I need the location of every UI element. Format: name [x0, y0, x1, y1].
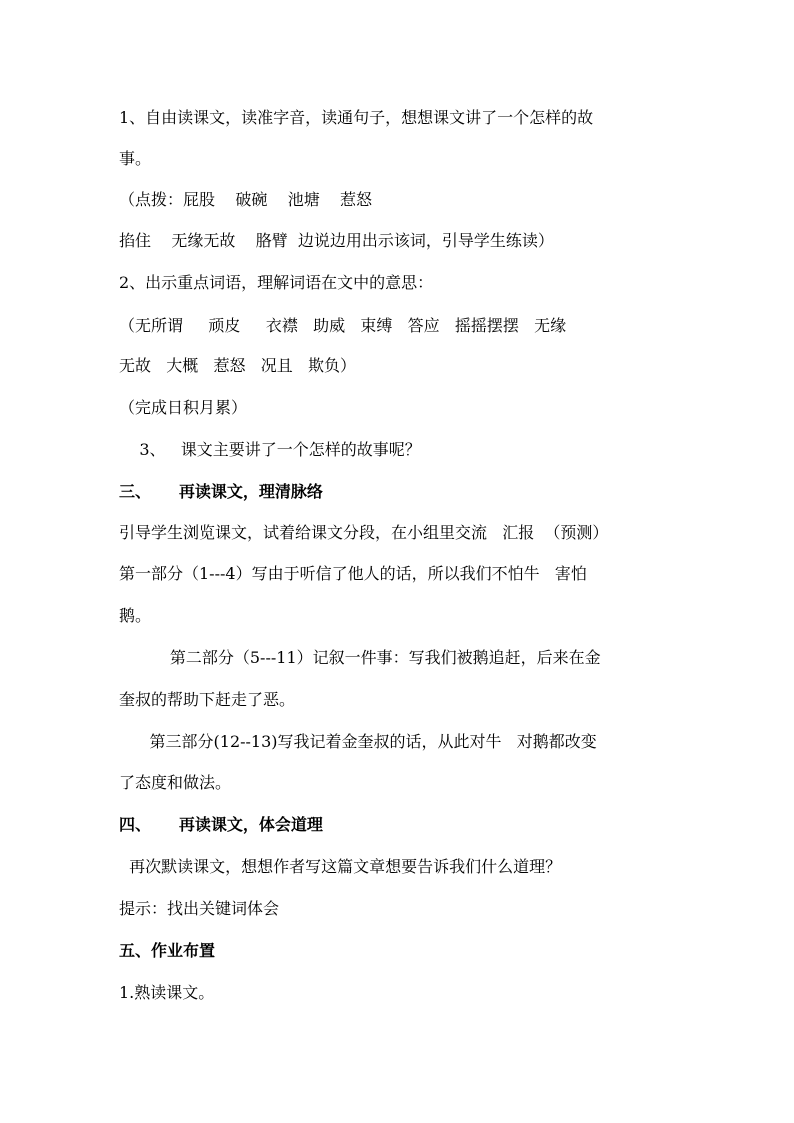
section-heading-4: 四、 再读课文，体会道理	[119, 815, 323, 834]
text-line-20: 提示：找出关键词体会	[119, 899, 280, 918]
text-line-4: 掐住 无缘无故 胳臂 边说边用出示该词，引导学生练读）	[119, 231, 554, 250]
text-line-1: 1、自由读课文，读准字音，读通句子，想想课文讲了一个怎样的故	[119, 108, 594, 127]
text-line-22: 1.熟读课文。	[119, 983, 215, 1002]
text-line-7: 无故 大概 惹怒 况且 欺负）	[119, 356, 357, 375]
text-line-14: 第二部分（5---11）记叙一件事：写我们被鹅追赶，后来在金	[119, 648, 601, 667]
text-line-15: 奎叔的帮助下赶走了恶。	[119, 690, 296, 709]
text-line-3: （点拨：屁股 破碗 池塘 惹怒	[119, 190, 373, 209]
text-line-17: 了态度和做法。	[119, 773, 232, 792]
text-line-13: 鹅。	[119, 606, 152, 625]
text-line-8: （完成日积月累）	[119, 398, 248, 417]
text-line-11: 引导学生浏览课文，试着给课文分段，在小组里交流 汇报 （预测）	[119, 523, 609, 542]
text-line-12: 第一部分（1---4）写由于听信了他人的话，所以我们不怕牛 害怕	[119, 564, 587, 583]
text-line-9: 3、 课文主要讲了一个怎样的故事呢？	[119, 440, 421, 459]
section-heading-3: 三、 再读课文，理清脉络	[119, 482, 323, 501]
text-line-16: 第三部分(12--13)写我记着金奎叔的话，从此对牛 对鹅都改变	[119, 732, 597, 751]
text-line-19: 再次默读课文，想想作者写这篇文章想要告诉我们什么道理？	[119, 857, 562, 876]
text-line-2: 事。	[119, 149, 152, 168]
text-line-6: （无所谓 顽皮 衣襟 助威 束缚 答应 摇摇摆摆 无缘	[119, 316, 567, 335]
text-line-5: 2、出示重点词语，理解词语在文中的意思：	[119, 273, 434, 292]
section-heading-5: 五、作业布置	[119, 941, 216, 960]
